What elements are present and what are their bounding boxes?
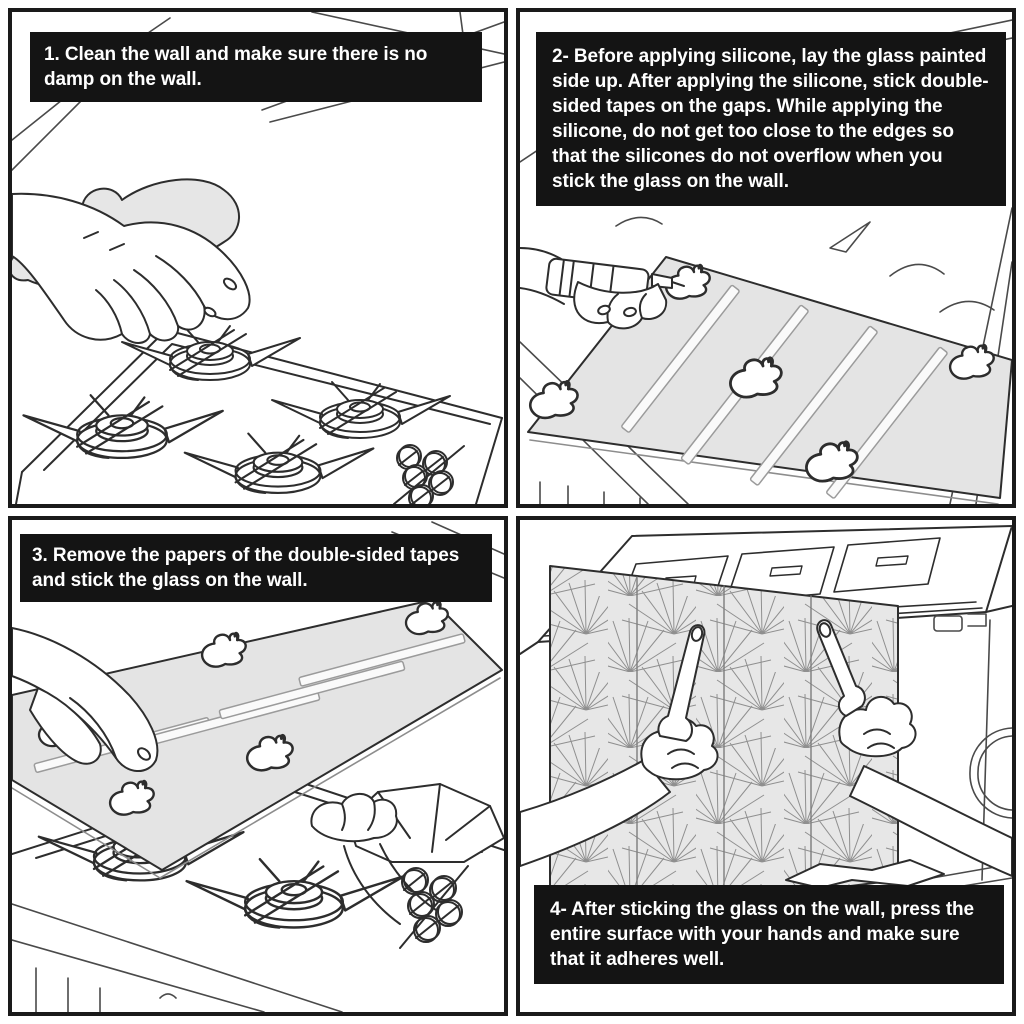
control-knobs xyxy=(400,866,468,948)
step-2-caption: 2- Before applying silicone, lay the glass painted side up. After applying the silicone, stick double-sided tapes on the gaps. While applying the silicone, do not get too close to the edges so that the silicones do not overflow when you stick the glass on the wall. xyxy=(536,32,1006,206)
hand-with-cloth xyxy=(12,179,250,343)
step-4-caption: 4- After sticking the glass on the wall, press the entire surface with your hands and make sure that it adheres well. xyxy=(534,885,1004,984)
step-1-caption: 1. Clean the wall and make sure there is no damp on the wall. xyxy=(30,32,482,102)
step-3-caption: 3. Remove the papers of the double-sided tapes and stick the glass on the wall. xyxy=(20,534,492,602)
control-knobs xyxy=(394,445,464,504)
gas-cooktop xyxy=(16,324,502,504)
panel-step-3 xyxy=(8,516,508,1016)
panel-step-4 xyxy=(516,516,1016,1016)
silicone-tube-hand xyxy=(520,248,684,328)
panel-step-1 xyxy=(8,8,508,508)
panel-step-2 xyxy=(516,8,1016,508)
